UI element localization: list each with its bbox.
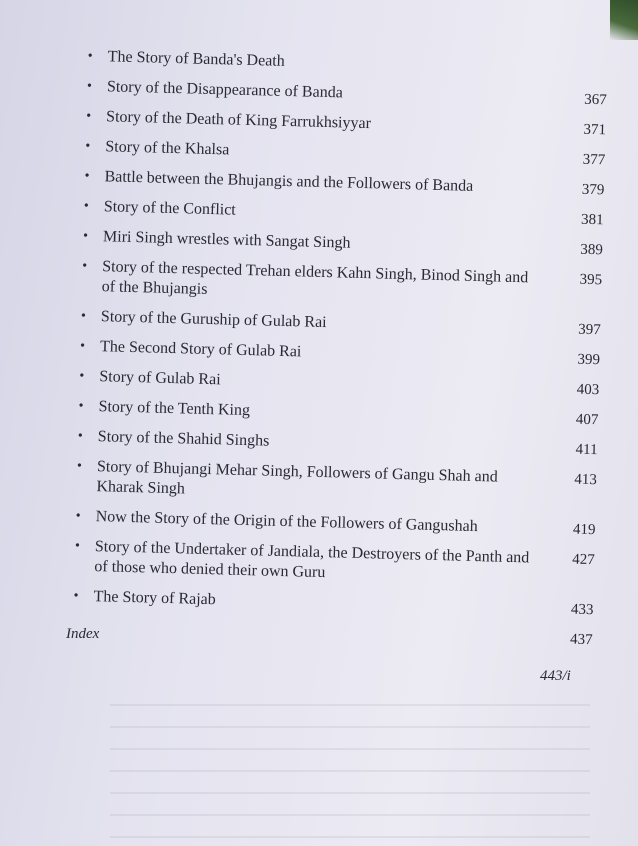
toc-entry-title: Story of the Death of King Farrukhsiyyar (105, 108, 372, 133)
bullet-icon: • (85, 108, 92, 124)
toc-entry-title: Story of the Undertaker of Jandiala, the Destroyers of the Panth and of those who denied their own Guru (94, 538, 530, 582)
bullet-icon: • (76, 458, 83, 474)
toc-entry (56, 196, 616, 231)
toc-entry-page: 371 (583, 121, 607, 139)
bullet-icon: • (78, 398, 84, 414)
toc-entry (45, 586, 605, 621)
bullet-icon: • (75, 508, 81, 524)
toc-entry-title: Story of the Guruship of Gulab Rai (100, 308, 327, 332)
bullet-icon: • (87, 48, 93, 64)
bullet-icon: • (85, 138, 91, 154)
toc-entry-page: 413 (574, 471, 598, 489)
toc-entry (55, 226, 615, 261)
toc-entry-page: 419 (572, 521, 596, 539)
toc-entry-title: Story of the respected Trehan elders Kahn Singh, Binod Singh and of the Bhujangis (101, 258, 529, 298)
bullet-icon: • (73, 588, 79, 604)
toc-entry (57, 136, 617, 171)
toc-entry-page: 437 (569, 631, 593, 649)
toc-entry-page: 379 (581, 181, 605, 199)
toc-entry-title: Now the Story of the Origin of the Followers of Gangushah (95, 508, 478, 536)
toc-entry-page: 403 (576, 381, 600, 399)
toc-entry-page (548, 59, 608, 61)
bullet-icon: • (74, 538, 81, 554)
toc-entry (59, 76, 619, 111)
toc-entry (50, 426, 610, 461)
toc-entry (50, 396, 610, 431)
bullet-icon: • (82, 228, 89, 244)
background-foliage (610, 0, 638, 40)
index-label: Index (66, 626, 100, 642)
toc-entry-page: 397 (578, 321, 601, 339)
bullet-icon: • (82, 258, 88, 274)
toc-entry (46, 536, 607, 591)
toc-entry-title: Story of the Disappearance of Banda (106, 78, 344, 102)
bullet-icon: • (80, 308, 87, 324)
toc-entry-page: 433 (570, 601, 594, 619)
toc-entry-title: Story of Gulab Rai (99, 368, 221, 389)
toc-entry-title: Miri Singh wrestles with Sangat Singh (102, 228, 351, 252)
toc-entry (51, 366, 611, 401)
toc-entry-title: Story of Bhujangi Mehar Singh, Followers of Gangu Shah and Kharak Singh (96, 458, 498, 498)
bullet-icon: • (79, 368, 85, 384)
toc-entry-title: The Second Story of Gulab Rai (99, 338, 302, 361)
toc-entry (53, 306, 613, 341)
toc-entry-page: 367 (584, 91, 607, 109)
bullet-icon: • (79, 338, 86, 354)
toc-entry (53, 256, 614, 311)
toc-entry (48, 456, 609, 511)
toc-entry-title: Battle between the Bhujangis and the Followers of Banda (104, 168, 474, 195)
toc-entry (58, 106, 618, 141)
toc-entry (52, 336, 612, 371)
toc-entry-title: Story of the Khalsa (105, 138, 230, 159)
toc-entry-page: 381 (580, 211, 604, 229)
toc-entry-page: 389 (580, 241, 604, 259)
toc-entry-page: 399 (577, 351, 601, 369)
toc-entry-title: Story of the Tenth King (98, 398, 251, 420)
toc-entry-title: Story of the Shahid Singhs (97, 428, 270, 450)
toc-entry-title: Story of the Conflict (103, 198, 236, 219)
show-through-text (110, 690, 590, 840)
bullet-icon: • (86, 78, 93, 94)
toc-entry-page: 377 (582, 151, 606, 169)
toc-entry (47, 506, 607, 541)
toc-entry-title: The Story of Rajab (93, 588, 216, 609)
toc-entry-page: 407 (575, 411, 599, 429)
bullet-icon: • (83, 198, 89, 214)
toc-entry (59, 46, 619, 81)
bullet-icon: • (77, 428, 83, 444)
toc-entry-page: 427 (572, 551, 595, 569)
bullet-icon: • (84, 168, 90, 184)
toc-entry (56, 166, 616, 201)
toc-entry-page: 411 (575, 441, 598, 459)
toc-entry-page: 395 (579, 271, 603, 289)
toc-entry-title: The Story of Banda's Death (107, 48, 285, 70)
toc-entry-title (93, 617, 523, 628)
index-page-number: 443/i (540, 668, 571, 684)
